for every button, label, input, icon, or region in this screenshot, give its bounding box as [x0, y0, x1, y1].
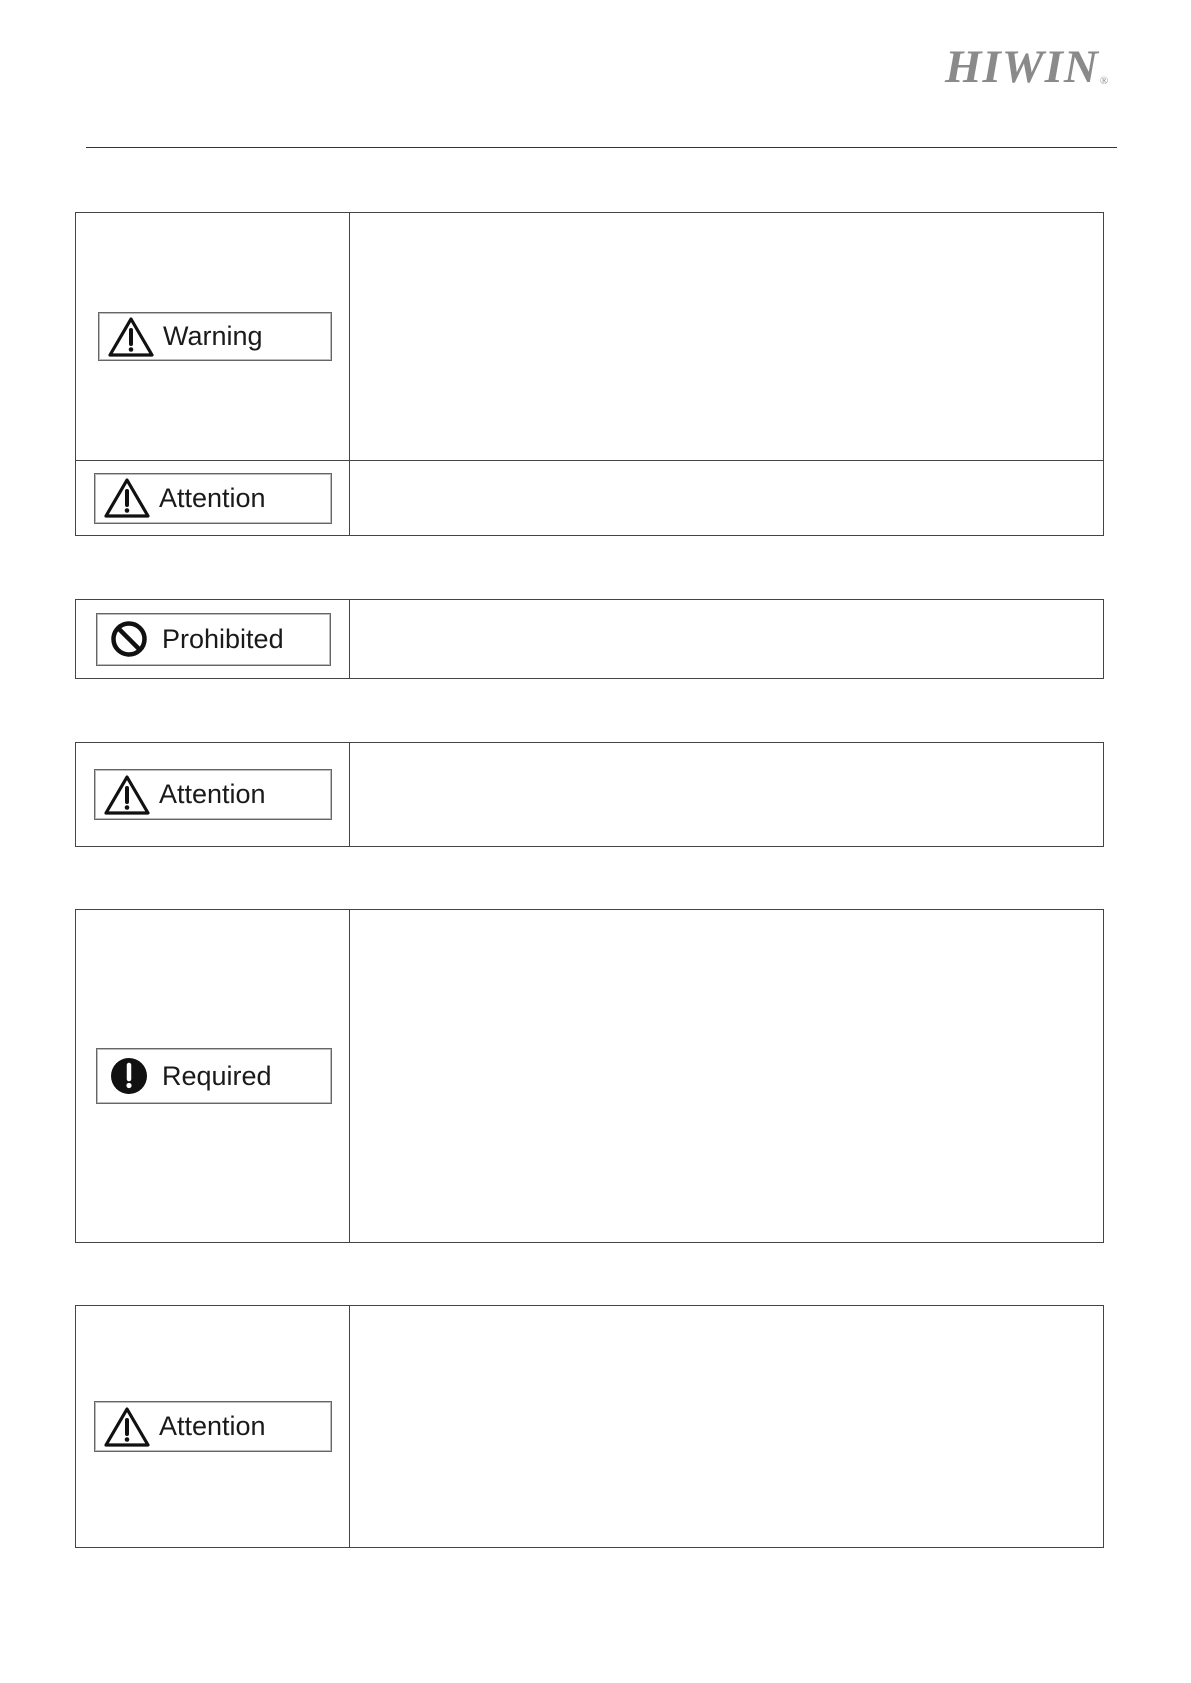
prohibited-label: [96, 613, 331, 666]
logo-text: HIWIN: [945, 41, 1099, 93]
content-cell: [350, 743, 1104, 847]
hiwin-logo: [945, 41, 1110, 93]
label-cell: [76, 213, 350, 461]
notice-table-prohibited: [75, 599, 1104, 679]
label-text: Warning: [163, 321, 263, 351]
content-cell: [350, 600, 1104, 679]
label-text: Attention: [159, 1411, 266, 1441]
label-text: Attention: [159, 482, 266, 513]
header-divider: [86, 147, 1117, 148]
label-text: Required: [162, 1060, 272, 1091]
label-cell: [76, 1306, 350, 1548]
label-cell: [76, 743, 350, 847]
content-cell: [350, 213, 1104, 461]
notice-table-required: [75, 909, 1104, 1243]
warning-triangle-icon: [104, 477, 150, 519]
warning-label: [98, 312, 332, 361]
registered-mark: ®: [1099, 75, 1110, 87]
content-cell: [350, 1306, 1104, 1548]
content-cell: [350, 910, 1104, 1243]
notice-table-attention: [75, 742, 1104, 847]
attention-label: [94, 769, 332, 820]
content-cell: [350, 461, 1104, 536]
label-cell: [76, 910, 350, 1243]
notice-table-warning: [75, 212, 1104, 536]
warning-triangle-icon: [104, 1406, 150, 1448]
warning-triangle-icon: [104, 774, 150, 816]
label-text: Attention: [159, 779, 266, 809]
attention-label: [94, 473, 332, 524]
prohibited-circle-icon: [110, 620, 148, 658]
label-cell: [76, 461, 350, 536]
notice-table-attention-2: [75, 1305, 1104, 1548]
required-exclamation-icon: [110, 1057, 148, 1095]
required-label: [96, 1048, 332, 1104]
attention-label: [94, 1401, 332, 1452]
label-text: Prohibited: [162, 623, 284, 654]
label-cell: [76, 600, 350, 679]
warning-triangle-icon: [108, 316, 154, 358]
